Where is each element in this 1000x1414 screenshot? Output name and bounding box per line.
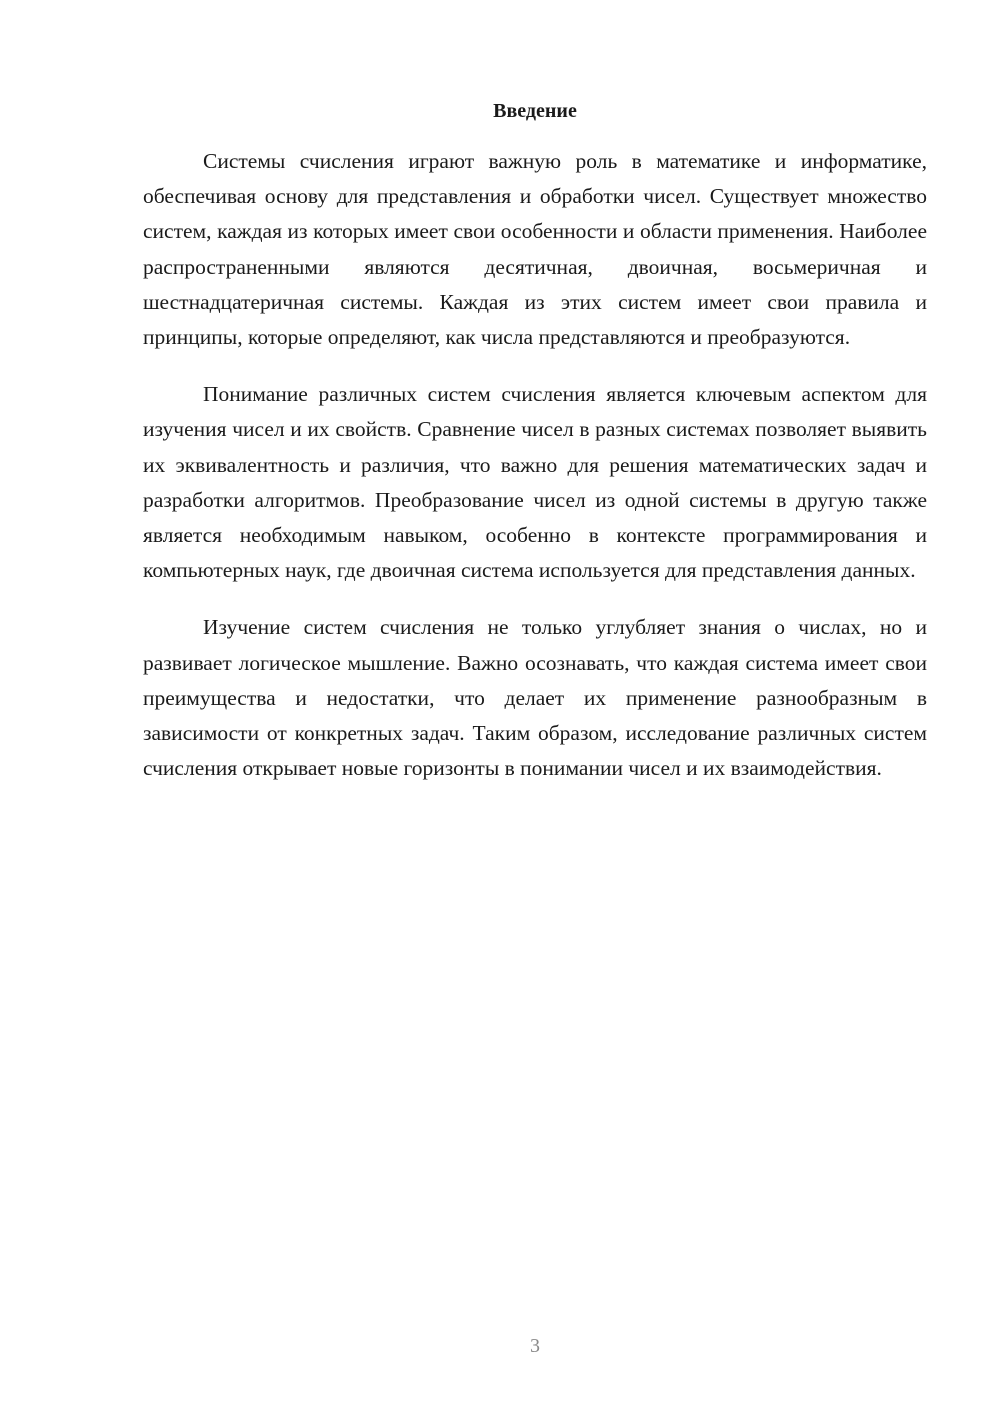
paragraph-2: Понимание различных систем счисления является ключевым аспектом для изучения чисел и их свойств. Сравнение чисел в разных системах позволяет выявить их эквивалентность и различия, что важно для решения математических задач и разработки алгоритмов. Преобразование чисел из одной системы в другую также является необходимым навыком, особенно в контексте программирования и компьютерных наук, где двоичная система используется для представления данных. [143,382,927,583]
page-number: 3 [530,1335,540,1357]
section-heading: Введение [493,100,577,122]
paragraph-1: Системы счисления играют важную роль в математике и информатике, обеспечивая основу для представления и обработки чисел. Существует множество систем, каждая из которых имеет свои особенности и области применения. Наиболее распространенными являются десятичная, двоичная, восьмеричная и шестнадцатеричная системы. Каждая из этих систем имеет свои правила и принципы, которые определяют, как числа представляются и преобразуются. [143,149,927,350]
paragraph-3: Изучение систем счисления не только углубляет знания о числах, но и развивает логическое мышление. Важно осознавать, что каждая система имеет свои преимущества и недостатки, что делает их применение разнообразным в зависимости от конкретных задач. Таким образом, исследование различных систем счисления открывает новые горизонты в понимании чисел и их взаимодействия. [143,615,927,781]
body-text [143,144,927,808]
